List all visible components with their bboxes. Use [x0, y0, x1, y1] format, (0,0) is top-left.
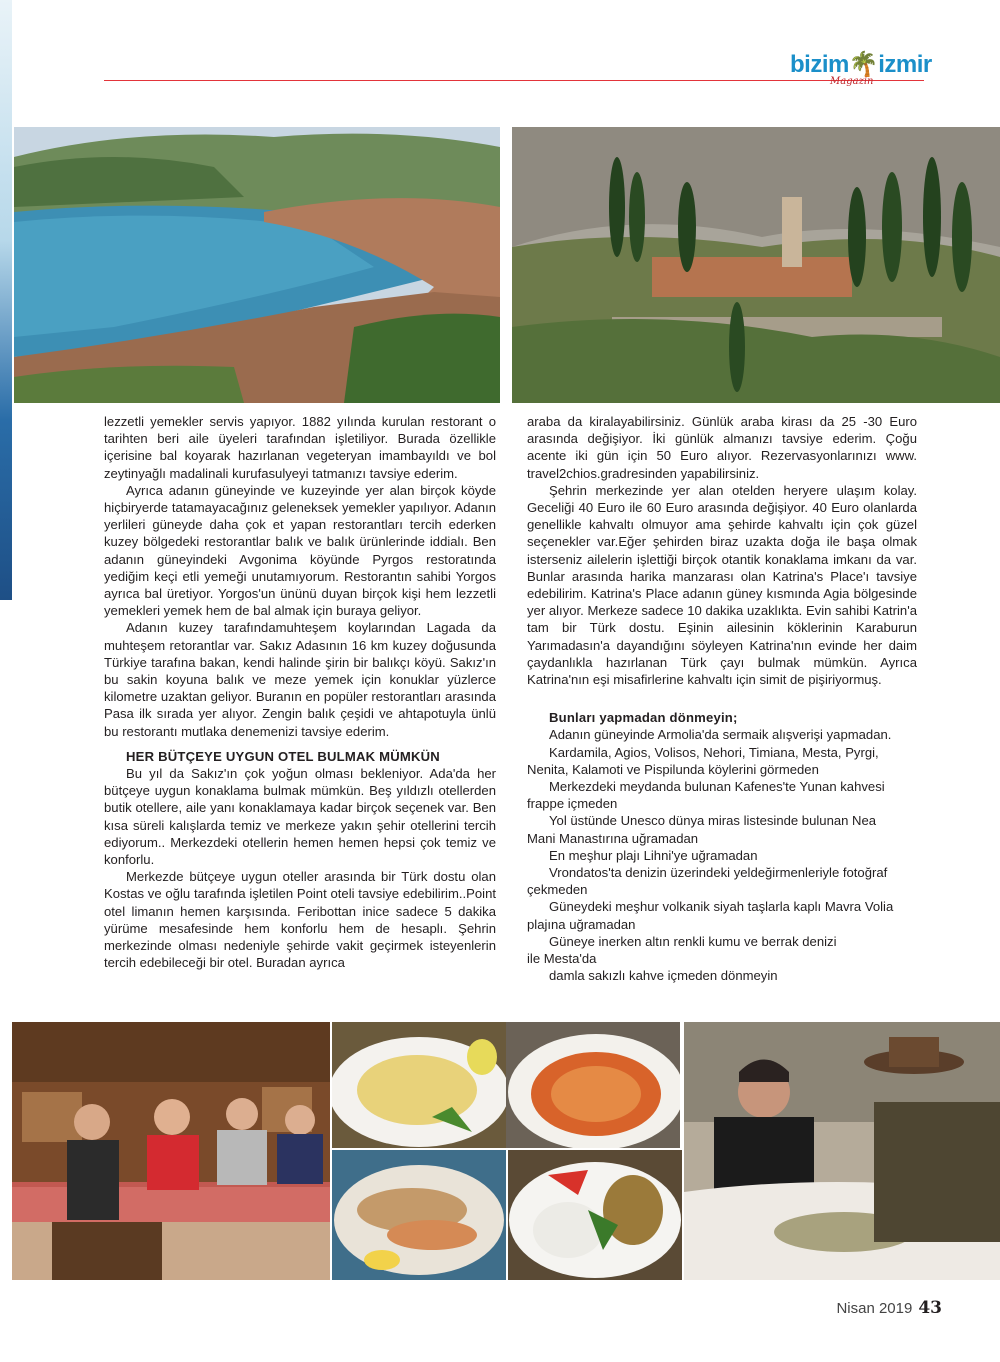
- photo-icon: [684, 1022, 1000, 1280]
- harbor-town-photo: [14, 127, 500, 403]
- page-footer: [836, 1298, 942, 1318]
- photo-icon: [332, 1022, 506, 1148]
- list-item: Güneydeki meşhur volkanik siyah taşlarla kaplı Mavra Volia: [549, 899, 894, 915]
- list-item: Merkezdeki meydanda bulunan Kafenes'te Yunan kahvesi: [549, 779, 885, 795]
- mashed-dish-photo: [332, 1022, 506, 1148]
- body-paragraph: araba da kiralayabilirsiniz. Günlük araba kirası da 25 -30 Euro arasında değişiyor. İki günlük almanızı tavsiye ederim. Çoğu acente iki gün için 50 Euro alıyor. Rezervasyonlarınızı www. travel2chios.gradresinden yapabilirsiniz.: [527, 414, 917, 481]
- mastic-cleaning-photo: [684, 1022, 1000, 1280]
- section-heading: Bunları yapmadan dönmeyin;: [549, 710, 738, 726]
- bean-stew-photo: [506, 1022, 680, 1148]
- fish-platter-photo: [332, 1150, 506, 1280]
- list-item: frappe içmeden: [527, 796, 618, 812]
- list-item: damla sakızlı kahve içmeden dönmeyin: [549, 968, 778, 984]
- brand-logo: [790, 46, 932, 92]
- photo-icon: [506, 1022, 680, 1148]
- list-item: ile Mesta'da: [527, 951, 597, 967]
- list-item: Güneye inerken altın renkli kumu ve berrak denizi: [549, 933, 837, 949]
- right-text-column: [527, 413, 917, 985]
- photo-icon: [512, 127, 1000, 403]
- body-paragraph: Ayrıca adanın güneyinde ve kuzeyinde yer alan birçok köyde hiçbiryerde tatamayacağınız geleneksek yemekler yapılıyor. Adanın yerlileri güneyde daha çok et yapan restorantları tercih ederken kuzey bölgedeki restorantlar balık ve balık ürünlerinde iddialı. Ben adanın güneyindeki Avgonima köyünde Pyrgos restoratında yediğim keçi etli yemeği unutamıyorum. Restorantın sahibi Yorgos ayrıca bal üretiyor. Yorgos'un ününü duyan birçok kişi hem lezzetli yemekleri yemek hem de bal almak için buraya geliyor.: [104, 482, 496, 619]
- photo-icon: [332, 1150, 506, 1280]
- body-paragraph: Adanın kuzey tarafındamuhteşem koylarından Lagada da muhteşem retorantlar var. Sakız Adasının 16 km kuzey doğusunda Türkiye tarafına bakan, kendi halinde şirin bir balıkçı köyü. Sakız'ın bu sakin koyuna balık ve meze yemek için konuklar yüzlerce kilometre uzaktan geliyor. Buranın en popüler restorantları arasında Pasa ilk sırada yer alıyor. Zengin balık çeşidi ve ahtapotuyla ünlü bu restorantı mutlaka denemenizi tavsiye ederim.: [104, 620, 496, 739]
- body-paragraph: Şehrin merkezinde yer alan otelden heryere ulaşım kolay. Geceliği 40 Euro ile 60 Euro arasında değişiyor. 40 Euro olanlarda genellikle kahvaltı olmuyor ama şehirde kahvaltı için çok güzel seçenekler var.Eğer şehirden biraz uzakta doğa ile başa olmak isterseniz ailelerin işlettiği birçok otantik konaklama imkanı da var. Bunlar arasında harika manzarası olan Katrina's Place'ı tavsiye edebilirim. Katrina's Place adanın güney kısmında Agia bölgesinde yer alıyor. Merkeze sadece 10 dakika uzaklıkta. Evin sahibi Katrin'a tam bir Türk dostu. Eşinin ailesinin köklerinin Karaburun Yarımadasın'a dayandığını söyleyen Katrina'nın evinde her daim çaydanlıkla hazırlanan Türk çayı bulmak mümkün. Ayrıca Katrina'nın eşi misafirlerine kahvaltı için simit de pişiriyormuş.: [527, 482, 917, 688]
- list-item: çekmeden: [527, 882, 588, 898]
- list-item: Adanın güneyinde Armolia'da sermaik alışverişi yapmadan.: [549, 727, 892, 743]
- list-item: Mani Manastırına uğramadan: [527, 830, 699, 846]
- list-item: Yol üstünde Unesco dünya miras listesinde bulunan Nea: [549, 813, 877, 829]
- list-item: Kardamila, Agios, Volisos, Nehori, Timiana, Mesta, Pyrgi,: [549, 744, 879, 760]
- photo-icon: [14, 127, 500, 403]
- left-text-column: [104, 413, 496, 972]
- body-paragraph: Merkezde bütçeye uygun oteller arasında bir Türk dostu olan Kostas ve oğlu tarafında işletilen Point oteli tavsiye edebilirim..Point otel limanın hemen karşısında. Feribottan inice sadece 5 dakika yürüme mesafesinde hem konforlu hem de hesaplı. Şehrin merkezinde olması nedeniyle şehirde vakit geçirmek isteyenlerin tercih edebileceği bir otel. Buradan ayrıca: [104, 869, 496, 971]
- restaurant-group-photo: [12, 1022, 330, 1280]
- brand-name: bizim🌴izmir: [790, 51, 932, 78]
- page-edge-strip: [0, 0, 12, 600]
- list-item: Vrondatos'ta denizin üzerindeki yeldeğirmenleriyle fotoğraf: [549, 865, 888, 881]
- list-item: Nenita, Kalamoti ve Pispilunda köylerini görmeden: [527, 761, 819, 777]
- palm-icon: 🌴: [848, 51, 879, 78]
- brand-subtitle: Magazin: [830, 76, 874, 87]
- list-item: En meşhur plajı Lihni'ye uğramadan: [549, 847, 758, 863]
- meze-plate-photo: [508, 1150, 682, 1280]
- monastery-photo: [512, 127, 1000, 403]
- body-paragraph: Bu yıl da Sakız'ın çok yoğun olması bekleniyor. Ada'da her bütçeye uygun konaklama bulmak mümkün. Beş yıldızlı otellerden butik otellere, aile yanı konaklamaya kadar birçok seçenek var. Ben kısa süreli kalışlarda temiz ve merkeze yakın şehir otellerini tercih ediyorum.. Merkezdeki otellerin hemen hemen hepsi çok temiz ve konforlu.: [104, 766, 496, 868]
- page-number: 43: [918, 1298, 942, 1318]
- photo-icon: [508, 1150, 682, 1280]
- issue-date: Nisan 2019: [836, 1300, 913, 1317]
- list-item: plajına uğramadan: [527, 916, 636, 932]
- photo-icon: [12, 1022, 330, 1280]
- body-paragraph: lezzetli yemekler servis yapıyor. 1882 yılında kurulan restorant o tarihten beri aile üyeleri tarafından işletiliyor. Burada özellikle içerisine bal koyarak hazırlanan vegeteryan imambayıldı ve bol zeytinyağlı madalinali kurufasulyeyi tatmanızı tavsiye ederim.: [104, 414, 496, 481]
- section-heading: HER BÜTÇEYE UYGUN OTEL BULMAK MÜMKÜN: [126, 748, 440, 764]
